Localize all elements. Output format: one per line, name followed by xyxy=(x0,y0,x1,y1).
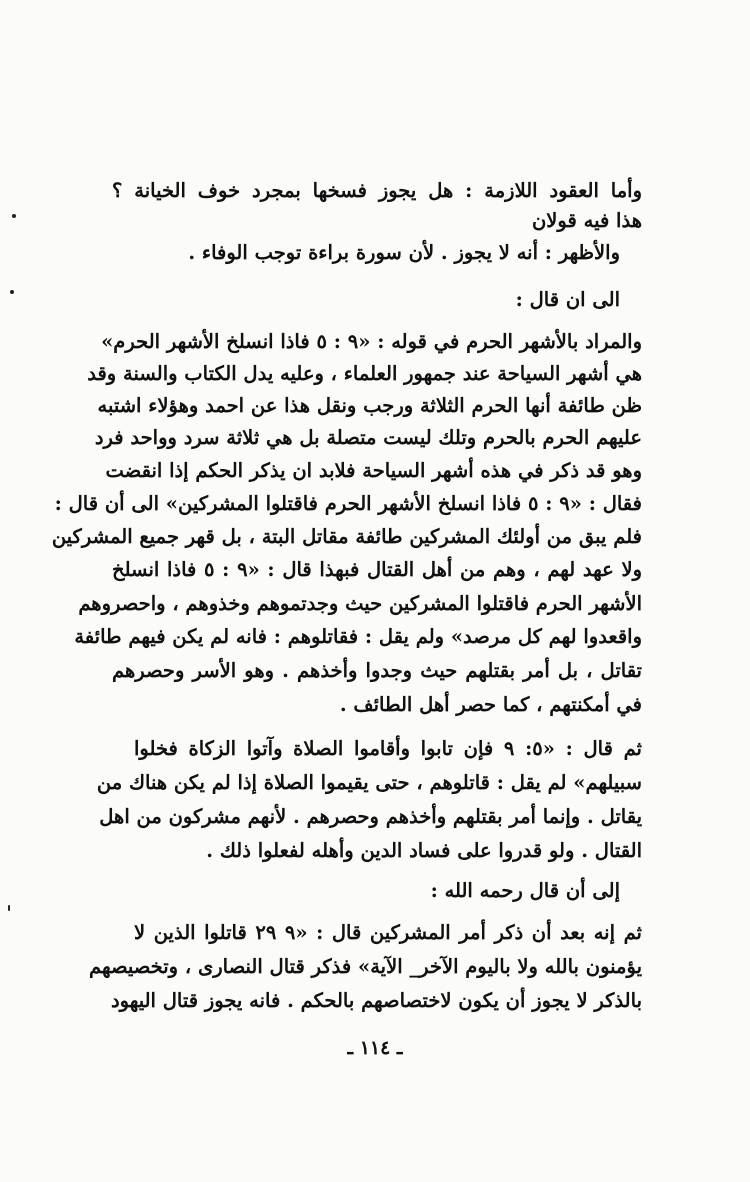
scan-speck xyxy=(10,290,14,294)
text-line: القتال . ولو قدروا على فساد الدين وأهله لفعلوا ذلك . xyxy=(206,839,642,862)
text-line: والمراد بالأشهر الحرم في قوله : «٩ : ٥ فاذا انسلخ الأشهر الحرم» xyxy=(101,330,642,353)
text-line: هي أشهر السياحة عند جمهور العلماء ، وعليه يدل الكتاب والسنة وقد xyxy=(87,362,642,385)
text-line: بالذكر لا يجوز أن يكون لاختصاصهم بالحكم . فانه يجوز قتال اليهود xyxy=(110,989,642,1012)
text-line: ظن طائفة أنها الحرم الثلاثة ورجب ونقل هذا عن احمد وهؤلاء اشتبه xyxy=(97,394,642,417)
text-line: الى ان قال : xyxy=(515,288,620,311)
text-line: وهو قد ذكر في هذه أشهر السياحة فلابد ان يذكر الحكم إذا انقضت xyxy=(105,459,642,482)
text-line: هذا فيه قولان xyxy=(531,209,642,232)
text-line: والأظهر : أنه لا يجوز . لأن سورة براءة توجب الوفاء . xyxy=(188,241,620,264)
text-line: فقال : «٩ : ٥ فاذا انسلخ الأشهر الحرم فاقتلوا المشركين» الى أن قال : xyxy=(54,492,642,515)
text-line: في أمكنتهم ، كما حصر أهل الطائف . xyxy=(339,693,642,716)
scan-speck xyxy=(12,214,16,218)
text-line: تقاتل ، بل أمر بقتلهم حيث وجدوا وأخذهم . وهو الأسر وحصرهم xyxy=(112,659,642,682)
text-line: يقاتل . وإنما أمر بقتلهم وأخذهم وحصرهم . لأنهم مشركون من اهل xyxy=(99,805,642,828)
text-line: ولا عهد لهم ، وهم من أهل القتال فبهذا قال : «٩ : ٥ فاذا انسلخ xyxy=(112,558,642,581)
text-line: يؤمنون بالله ولا باليوم الآخر_ الآية» فذكر قتال النصارى ، وتخصيصهم xyxy=(88,955,642,978)
scan-speck xyxy=(8,905,10,911)
text-line: الأشهر الحرم فاقتلوا المشركين حيث وجدتموهم وخذوهم ، واحصروهم xyxy=(78,592,642,615)
text-line: وأما العقود اللازمة : هل يجوز فسخها بمجرد خوف الخيانة ؟ xyxy=(112,179,642,202)
text-line: إلى أن قال رحمه الله : xyxy=(430,879,620,902)
text-line: ثم إنه بعد أن ذكر أمر المشركين قال : «٩ ٢٩ قاتلوا الذين لا xyxy=(134,921,642,944)
text-line: سبيلهم» لم يقل : قاتلوهم ، حتى يقيموا الصلاة إذا لم يكن هناك من xyxy=(96,771,642,794)
text-line: عليهم الحرم بالحرم وتلك ليست متصلة بل هي ثلاثة سرد وواحد فرد xyxy=(94,426,642,449)
text-line: ثم قال : «٥: ٩ فإن تابوا وأقاموا الصلاة وآتوا الزكاة فخلوا xyxy=(134,737,642,760)
page-number: ـ ١١٤ ـ xyxy=(347,1037,403,1059)
text-line: واقعدوا لهم كل مرصد» ولم يقل : فقاتلوهم : فانه لم يكن فيهم طائفة xyxy=(74,625,642,648)
text-line: فلم يبق من أولئك المشركين طائفة مقاتل البتة ، بل قهر جميع المشركين xyxy=(51,525,642,548)
